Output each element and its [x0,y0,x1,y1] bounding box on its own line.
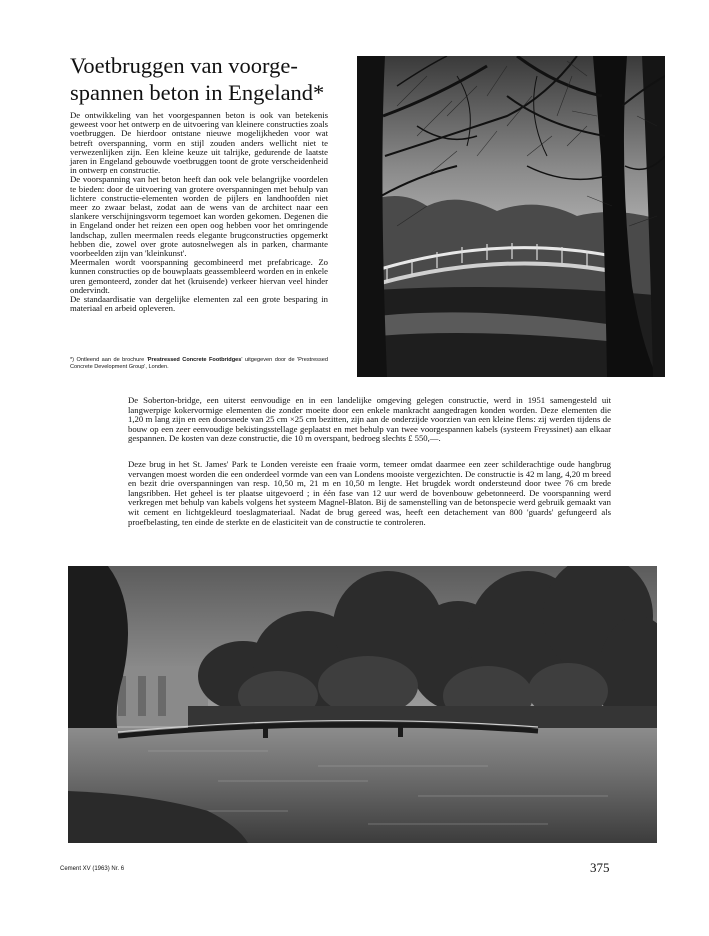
soberton-bridge-photo [357,56,665,377]
footnote-brochure-title: Prestressed Concrete Footbridges [147,357,242,363]
st-james-park-bridge-photo [68,566,657,843]
intro-paragraph: Meermalen wordt voorspanning gecombineerd met prefabricage. Zo kunnen constructies op de bouwplaats geassembleerd worden en in enkele uren gemonteerd, zonder dat het (kruisende) verkeer hiervan veel hinder ondervindt. [70,257,328,295]
footnote-prefix: *) Ontleend aan de brochure ' [70,357,148,363]
intro-text [70,111,328,313]
intro-paragraph: De voorspanning van het beton heeft dan ook vele belangrijke voordelen te bieden: door de uitvoering van grotere overspanningen met behulp van lichtere constructie-elementen worden de pijlers en landhoofden niet meer zo zwaar belast, zodat aan de wens van de architect naar een slankere verschijningsvorm tegemoet kan worden gekomen. Degenen die in Engeland onder het reizen een open oog hebben voor het omringende landschap, zullen meermalen reeds elegante brugconstructies opgemerkt hebben die, zowel over grote autosnelwegen als in parken, charmante voorbeelden zijn van 'kleinkunst'. [70,174,328,259]
intro-paragraph: De ontwikkeling van het voorgespannen beton is ook van betekenis geweest voor het ontwerp en de uitvoering van kleinere constructies zoals voetbruggen. De hierdoor ontstane nieuwe mogelijkheden voor wat betreft overspanning, vorm en stijl zouden anders wellicht niet te verwezenlijken zijn. Een kleine keuze uit talrijke, gedurende de laatste jaren in Engeland gebouwde voetbruggen toont de grote verscheidenheid in ontwerp en constructie. [70,110,328,176]
footnote [70,357,328,371]
caption-st-james-park-bridge: Deze brug in het St. James' Park te Londen vereiste een fraaie vorm, temeer omdat daarmee een zeer schilderachtige oude hangbrug vervangen moest worden die een onderdeel vormde van een van Londens mooiste vergezichten. De constructie is 42 m lang, 4,20 m breed en bezit drie overspanningen van resp. 10,50 m, 21 m en 10,50 m lengte. Het brugdek wordt ondersteund door twee 76 cm brede langsribben. Het geheel is ter plaatse uitgevoerd ; in één fase van 12 uur werd de bovenbouw gebetonneerd. De voorspanning werd verkregen met behulp van kabels volgens het systeem Magnel-Blaton. Bij de samenstelling van de betonspecie werd gebruik gemaakt van wit cement en lichtgekleurd toeslagmateriaal. Nadat de brug gereed was, heeft een detachement van 800 'guards' gefungeerd als proefbelasting, ten einde de sterkte en de elasticiteit van de constructie te controleren. [128,459,611,527]
caption-soberton-bridge: De Soberton-bridge, een uiterst eenvoudige en in een landelijke omgeving gelegen constructie, werd in 1951 samengesteld uit langwerpige kokervormige elementen die zonder moeite door een enkele mankracht aangedragen konden worden. Deze elementen die 1,20 m lang zijn en een doorsnede van 25 cm ×25 cm bezitten, zijn aan de onderzijde voorzien van een kleine flens: zij werden tijdens de bouw op een zeer eenvoudige bekistingsstellage geplaatst en met behulp van twee voorgespannen kabels (systeem Freyssinet) aan elkaar gespannen. De kosten van deze constructie, die 10 m overspant, bedroeg slechts £ 550,—. [128,395,611,444]
footer-journal: Cement XV (1963) Nr. 6 [60,866,125,872]
footnote-suffix: ' uitgegeven door de 'Prestressed Concrete Development Group', Londen. [70,357,328,370]
article-title [70,52,360,106]
intro-paragraph: De standaardisatie van dergelijke elementen zal een grote besparing in materiaal en arbeid opleveren. [70,294,328,314]
title-text: Voetbruggen van voorge-spannen beton in Engeland* [70,53,325,105]
page-number: 375 [590,860,610,875]
